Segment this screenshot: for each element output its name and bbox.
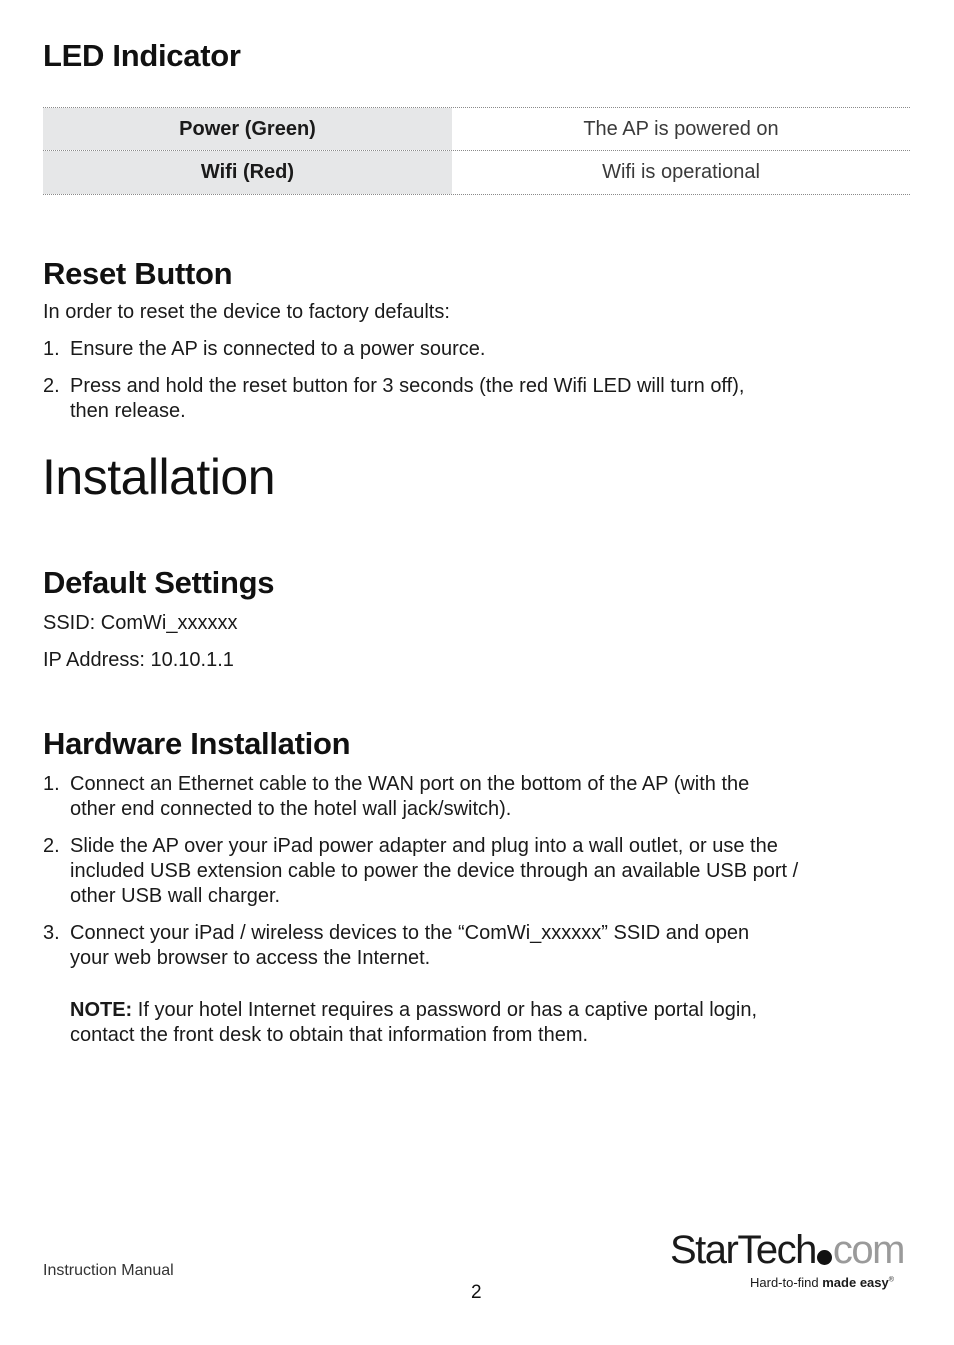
note [70,998,923,1023]
list-item [43,374,913,424]
led-indicator-table [43,107,910,195]
page-number: 2 [471,1282,482,1303]
note-text: If your hotel Internet requires a password or has a captive portal login, [132,999,758,1021]
step-text: Connect an Ethernet cable to the WAN port on the bottom of the AP (with the [70,773,750,795]
led-label-power: Power (Green) [43,108,452,150]
step-number: 3. [43,922,60,944]
registered-mark: ® [888,1276,894,1284]
led-value-power: The AP is powered on [583,117,779,140]
tagline-bold: made easy [822,1275,889,1290]
list-item [43,772,923,822]
logo-tagline [670,1275,910,1290]
logo-main-text: StarTech [670,1228,816,1272]
ssid-text: SSID: ComWi_xxxxxx [43,612,238,634]
table-row [43,150,910,195]
led-value-wifi: Wifi is operational [602,160,760,183]
step-number: 1. [43,338,60,360]
ip-address-text: IP Address: 10.10.1.1 [43,649,234,671]
step-text: Ensure the AP is connected to a power source. [70,338,486,360]
step-text-continued: your web browser to access the Internet. [70,947,431,969]
step-number: 2. [43,835,60,857]
reset-button-heading: Reset Button [43,256,233,291]
reset-intro: In order to reset the device to factory defaults: [43,301,450,323]
led-indicator-heading: LED Indicator [43,38,241,73]
list-item [43,921,923,1048]
step-text-continued: included USB extension cable to power the device through an available USB port / [70,860,799,882]
step-text-continued: then release. [70,400,186,422]
page-title: Installation [42,449,276,505]
hardware-installation-heading: Hardware Installation [43,726,351,761]
footer-manual-label: Instruction Manual [43,1262,174,1279]
step-number: 1. [43,773,60,795]
step-text: Slide the AP over your iPad power adapter and plug into a wall outlet, or use the [70,835,778,857]
note-label: NOTE: [70,999,133,1021]
step-text-continued: other end connected to the hotel wall jack/switch). [70,798,512,820]
tagline-regular: Hard-to-find [750,1275,823,1290]
led-label-wifi: Wifi (Red) [43,151,452,194]
note-text-continued: contact the front desk to obtain that information from them. [70,1024,589,1046]
step-number: 2. [43,375,60,397]
step-text: Press and hold the reset button for 3 seconds (the red Wifi LED will turn off), [70,375,745,397]
logo-dot-icon [817,1250,832,1265]
list-item [43,337,913,362]
list-item [43,834,923,909]
startech-logo [670,1228,910,1290]
reset-steps [43,337,913,424]
table-row [43,107,910,150]
hardware-steps [43,772,923,1048]
step-text: Connect your iPad / wireless devices to the “ComWi_xxxxxx” SSID and open [70,922,750,944]
default-settings-heading: Default Settings [43,565,275,600]
logo-com-text: com [832,1228,904,1272]
step-text-continued: other USB wall charger. [70,885,281,907]
